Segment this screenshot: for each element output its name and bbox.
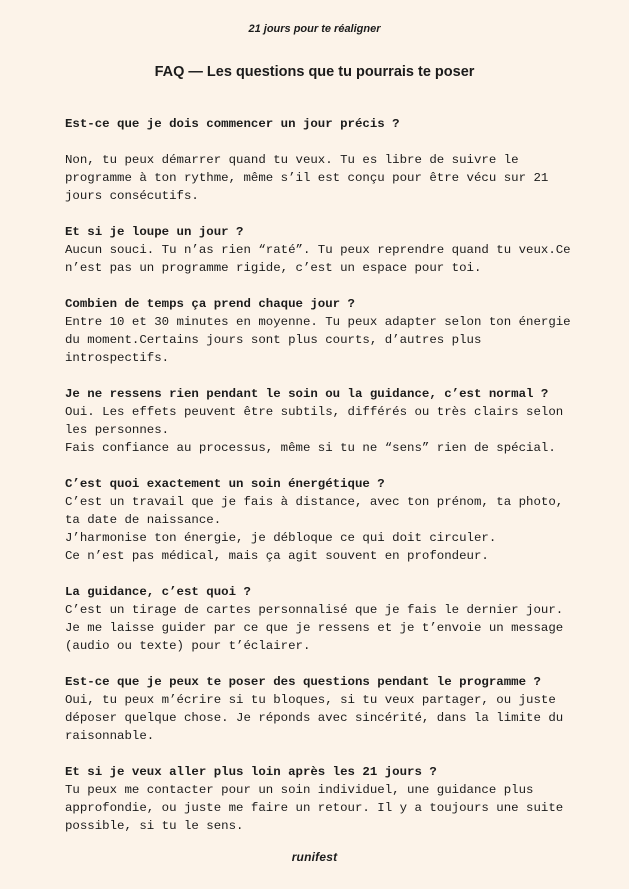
page-title: FAQ — Les questions que tu pourrais te poser bbox=[154, 64, 475, 80]
faq-item bbox=[65, 295, 575, 367]
faq-answer-paragraph: Aucun souci. Tu n’as rien “raté”. Tu peux reprendre quand tu veux.Ce n’est pas un programme rigide, c’est un espace pour toi. bbox=[65, 243, 571, 275]
faq-answer-paragraph: Oui, tu peux m’écrire si tu bloques, si tu veux partager, ou juste déposer quelque chose. Je réponds avec sincérité, dans la limite du raisonnable. bbox=[65, 693, 564, 743]
faq-answer-paragraph: Non, tu peux démarrer quand tu veux. Tu es libre de suivre le programme à ton rythme, même s’il est conçu pour être vécu sur 21 jours consécutifs. bbox=[65, 153, 549, 203]
faq-answer bbox=[65, 601, 575, 655]
faq-item bbox=[65, 673, 575, 745]
faq-question: La guidance, c’est quoi ? bbox=[65, 585, 251, 599]
brand-logo: runifest bbox=[291, 850, 338, 864]
faq-answer-paragraph: C’est un tirage de cartes personnalisé que je fais le dernier jour. Je me laisse guider par ce que je ressens et je t’envoie un message (audio ou texte) pour t’éclairer. bbox=[65, 603, 564, 653]
faq-question: Et si je veux aller plus loin après les 21 jours ? bbox=[65, 765, 437, 779]
faq-answer bbox=[65, 151, 575, 205]
faq-answer bbox=[65, 241, 575, 277]
faq-answer-paragraph: Fais confiance au processus, même si tu ne “sens” rien de spécial. bbox=[65, 441, 556, 455]
faq-answer-paragraph: J’harmonise ton énergie, je débloque ce qui doit circuler. bbox=[65, 531, 497, 545]
faq-answer-paragraph: C’est un travail que je fais à distance, avec ton prénom, ta photo, ta date de naissance. bbox=[65, 495, 564, 527]
faq-answer bbox=[65, 313, 575, 367]
faq-item bbox=[65, 115, 575, 205]
faq-item bbox=[65, 385, 575, 457]
faq-item bbox=[65, 223, 575, 277]
faq-answer bbox=[65, 403, 575, 457]
faq-question: Est-ce que je dois commencer un jour précis ? bbox=[65, 117, 400, 131]
faq-question: Combien de temps ça prend chaque jour ? bbox=[65, 297, 355, 311]
faq-question: C’est quoi exactement un soin énergétique ? bbox=[65, 477, 385, 491]
faq-answer bbox=[65, 493, 575, 565]
faq-answer bbox=[65, 781, 575, 835]
faq-item bbox=[65, 583, 575, 655]
faq-answer-paragraph: Oui. Les effets peuvent être subtils, différés ou très clairs selon les personnes. bbox=[65, 405, 564, 437]
faq-answer bbox=[65, 691, 575, 745]
faq-answer-paragraph: Ce n’est pas médical, mais ça agit souvent en profondeur. bbox=[65, 549, 489, 563]
series-title: 21 jours pour te réaligner bbox=[248, 23, 381, 35]
faq-question: Est-ce que je peux te poser des questions pendant le programme ? bbox=[65, 675, 541, 689]
faq-answer-paragraph: Tu peux me contacter pour un soin individuel, une guidance plus approfondie, ou juste me faire un retour. Il y a toujours une suite possible, si tu le sens. bbox=[65, 783, 564, 833]
faq-item bbox=[65, 763, 575, 835]
faq-question: Et si je loupe un jour ? bbox=[65, 225, 244, 239]
faq-question: Je ne ressens rien pendant le soin ou la guidance, c’est normal ? bbox=[65, 387, 549, 401]
faq-answer-paragraph: Entre 10 et 30 minutes en moyenne. Tu peux adapter selon ton énergie du moment.Certains jours sont plus courts, d’autres plus introspectifs. bbox=[65, 315, 571, 365]
faq-list bbox=[65, 115, 575, 853]
faq-item bbox=[65, 475, 575, 565]
